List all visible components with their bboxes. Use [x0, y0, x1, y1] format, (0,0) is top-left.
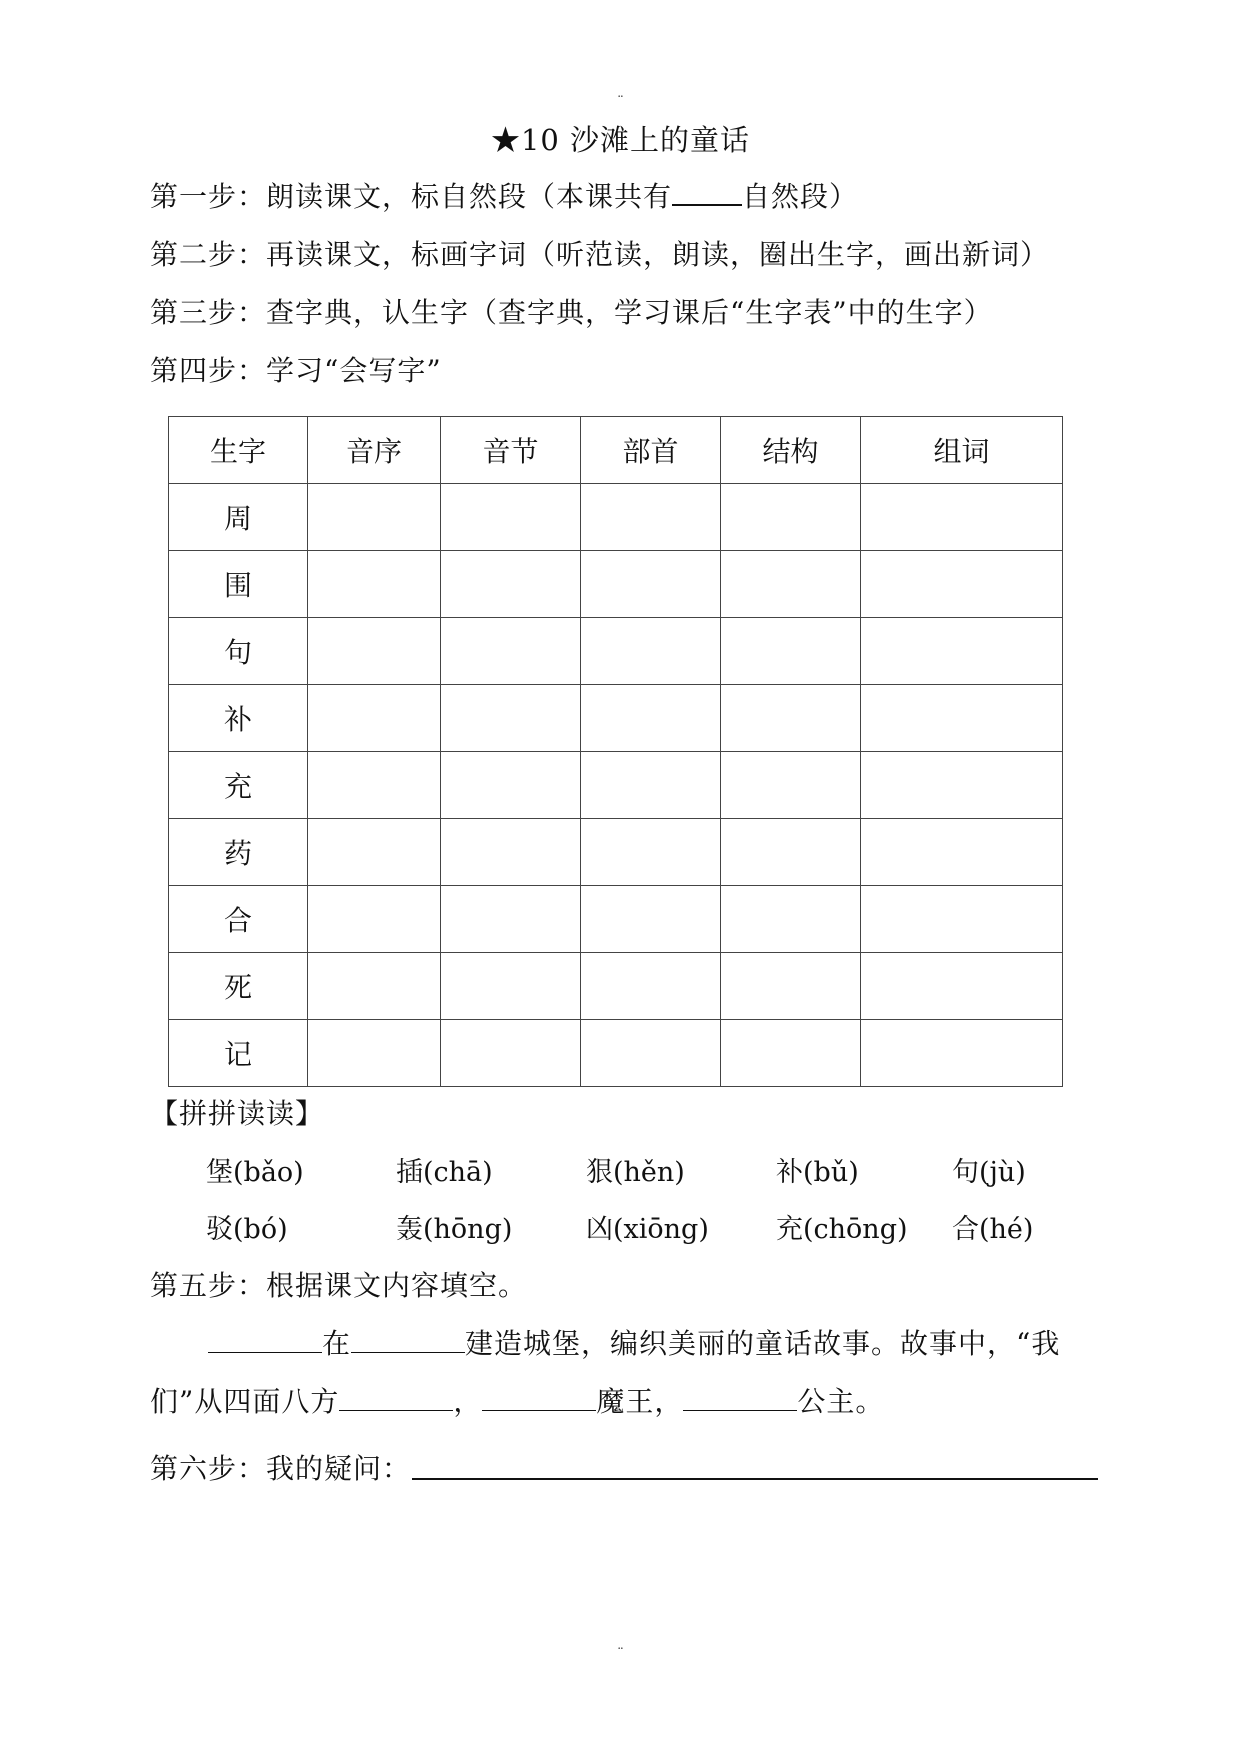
answer-cell[interactable] [441, 752, 581, 819]
character-cell: 句 [169, 618, 308, 685]
answer-cell[interactable] [308, 484, 441, 551]
fill-text: ， [453, 1385, 483, 1418]
fill-text: 建造城堡，编织美丽的童话故事。故事中，“我 [465, 1327, 1061, 1360]
answer-cell[interactable] [861, 685, 1063, 752]
fill-blank[interactable] [683, 1386, 797, 1411]
character-cell: 药 [169, 819, 308, 886]
answer-cell[interactable] [308, 685, 441, 752]
table-header: 音节 [441, 417, 581, 484]
table-row [169, 551, 1063, 618]
answer-cell[interactable] [721, 1020, 861, 1087]
character-cell: 充 [169, 752, 308, 819]
answer-cell[interactable] [861, 484, 1063, 551]
answer-cell[interactable] [581, 618, 721, 685]
answer-cell[interactable] [581, 752, 721, 819]
answer-cell[interactable] [581, 819, 721, 886]
answer-cell[interactable] [861, 819, 1063, 886]
character-cell: 记 [169, 1020, 308, 1087]
footer-mark: ¨ [617, 1646, 624, 1662]
character-table [168, 416, 1063, 1087]
page-title: ★10 沙滩上的童话 [490, 123, 751, 157]
answer-cell[interactable] [581, 886, 721, 953]
step-5: 第五步：根据课文内容填空。 [150, 1269, 528, 1302]
answer-cell[interactable] [308, 618, 441, 685]
pinyin-item: 充(chōng) [776, 1214, 908, 1245]
table-row [169, 886, 1063, 953]
fill-blank[interactable] [351, 1328, 465, 1353]
answer-cell[interactable] [308, 551, 441, 618]
pinyin-item: 轰(hōng) [396, 1214, 513, 1245]
pinyin-item: 合(hé) [952, 1214, 1034, 1245]
table-row [169, 484, 1063, 551]
answer-cell[interactable] [441, 685, 581, 752]
table-row [169, 752, 1063, 819]
answer-cell[interactable] [721, 618, 861, 685]
table-row [169, 953, 1063, 1020]
character-cell: 周 [169, 484, 308, 551]
fill-in-line-2 [150, 1380, 884, 1420]
answer-cell[interactable] [721, 819, 861, 886]
answer-cell[interactable] [721, 484, 861, 551]
table-row [169, 618, 1063, 685]
answer-cell[interactable] [581, 551, 721, 618]
answer-cell[interactable] [861, 618, 1063, 685]
pinyin-section-title: 【拼拼读读】 [150, 1097, 325, 1130]
step-2: 第二步：再读课文，标画字词（听范读，朗读，圈出生字，画出新词） [150, 238, 1050, 271]
table-row [169, 685, 1063, 752]
fill-text: 魔王， [596, 1385, 684, 1418]
answer-cell[interactable] [308, 1020, 441, 1087]
step-1 [150, 175, 858, 215]
answer-cell[interactable] [721, 752, 861, 819]
fill-in-line-1 [208, 1322, 1060, 1362]
pinyin-item: 凶(xiōng) [586, 1214, 709, 1245]
answer-cell[interactable] [581, 484, 721, 551]
answer-cell[interactable] [861, 953, 1063, 1020]
step-1-text-end: 自然段） [742, 180, 859, 213]
pinyin-item: 句(jù) [952, 1157, 1026, 1188]
table-header: 音序 [308, 417, 441, 484]
fill-text: 们”从四面八方 [150, 1385, 340, 1418]
answer-cell[interactable] [441, 953, 581, 1020]
table-header-row [169, 417, 1063, 484]
fill-blank[interactable] [482, 1386, 596, 1411]
table-header: 组词 [861, 417, 1063, 484]
answer-cell[interactable] [861, 1020, 1063, 1087]
answer-cell[interactable] [581, 685, 721, 752]
answer-cell[interactable] [308, 953, 441, 1020]
table-row [169, 1020, 1063, 1087]
answer-cell[interactable] [441, 618, 581, 685]
step-1-text: 第一步：朗读课文，标自然段（本课共有 [150, 180, 673, 213]
question-answer-line[interactable] [412, 1478, 1098, 1480]
answer-cell[interactable] [721, 551, 861, 618]
character-cell: 死 [169, 953, 308, 1020]
pinyin-item: 狠(hěn) [586, 1157, 685, 1188]
character-cell: 合 [169, 886, 308, 953]
answer-cell[interactable] [441, 551, 581, 618]
pinyin-item: 驳(bó) [206, 1214, 288, 1245]
step-3: 第三步：查字典，认生字（查字典，学习课后“生字表”中的生字） [150, 296, 993, 329]
answer-cell[interactable] [308, 886, 441, 953]
answer-cell[interactable] [721, 953, 861, 1020]
pinyin-item: 插(chā) [396, 1157, 493, 1188]
answer-cell[interactable] [441, 484, 581, 551]
step-6-text: 第六步：我的疑问： [150, 1452, 412, 1485]
table-header: 结构 [721, 417, 861, 484]
pinyin-item: 堡(bǎo) [206, 1157, 304, 1188]
character-cell: 补 [169, 685, 308, 752]
step-4: 第四步：学习“会写字” [150, 354, 442, 387]
header-mark: ¨ [617, 94, 624, 110]
step-1-blank[interactable] [672, 180, 742, 206]
fill-text: 在 [322, 1327, 352, 1360]
answer-cell[interactable] [581, 1020, 721, 1087]
answer-cell[interactable] [441, 886, 581, 953]
table-header: 生字 [169, 417, 308, 484]
fill-blank[interactable] [339, 1386, 453, 1411]
pinyin-item: 补(bǔ) [776, 1157, 859, 1188]
answer-cell[interactable] [721, 685, 861, 752]
answer-cell[interactable] [721, 886, 861, 953]
answer-cell[interactable] [861, 551, 1063, 618]
answer-cell[interactable] [308, 752, 441, 819]
character-cell: 围 [169, 551, 308, 618]
fill-blank[interactable] [208, 1328, 322, 1353]
answer-cell[interactable] [441, 1020, 581, 1087]
answer-cell[interactable] [308, 819, 441, 886]
step-6 [150, 1447, 411, 1487]
table-row [169, 819, 1063, 886]
answer-cell[interactable] [861, 886, 1063, 953]
table-header: 部首 [581, 417, 721, 484]
answer-cell[interactable] [861, 752, 1063, 819]
answer-cell[interactable] [581, 953, 721, 1020]
answer-cell[interactable] [441, 819, 581, 886]
fill-text: 公主。 [797, 1385, 885, 1418]
